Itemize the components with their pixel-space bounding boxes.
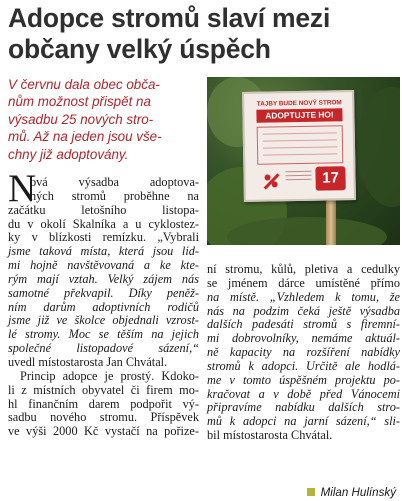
body-line: li z místních obyvatel či firem mo- <box>8 382 199 397</box>
article-headline <box>8 3 400 65</box>
lede-line: V červnu dala obec obča- <box>8 77 160 92</box>
body-column-2 <box>207 263 400 443</box>
body-line: dalších padesáti stromů s firemní- <box>207 317 400 332</box>
headline-line-1: Adopce stromů slaví mezi <box>8 3 331 33</box>
drop-cap: N <box>8 167 37 210</box>
lede-line: nům možnost přispět na <box>8 94 151 110</box>
body-line: na místě. „Vzhledem k tomu, že <box>207 289 400 304</box>
body-line: ním darům adoptivních rodičů <box>8 299 199 314</box>
body-column-1 <box>8 167 199 439</box>
body-line: Princip adopce je prostý. Kdoko- <box>20 368 199 383</box>
lede-line: mů. Až na jeden jsou vše- <box>8 129 162 145</box>
author-marker-icon <box>307 488 315 496</box>
body-line: připravíme nabídku dalších stro- <box>207 400 400 415</box>
body-line: mů k adopci na jarní sázení,“ sli- <box>207 414 400 429</box>
body-line: me v tomto úspěšném projektu po- <box>207 372 400 387</box>
lede-line: výsadbu 25 nových stro- <box>8 111 154 127</box>
sign-top-text: TAJBY BUDE NOVÝ STROM <box>256 99 342 108</box>
adoption-sign <box>242 90 356 202</box>
lede-line: chny již adoptovány. <box>8 146 129 162</box>
body-line: začátku letošního listopa- <box>8 202 199 217</box>
body-line: uvedl místostarosta Jan Chvátal. <box>8 354 168 369</box>
article-photo <box>207 77 400 245</box>
sign-text-box <box>257 125 344 164</box>
body-line: ky v blízkosti remízku. „Vybrali <box>8 230 199 245</box>
body-line: mi hojně navštěvovaná a ke kte- <box>8 258 199 273</box>
body-line: samotné překvapil. Díky peněž- <box>8 285 199 300</box>
body-line: hl finančním darem podpořit vý- <box>8 396 199 411</box>
body-line: du v okolí Skalníka a u cyklostez- <box>8 216 199 231</box>
body-line: mi dobrovolníky, nemáme aktuál- <box>207 331 400 346</box>
body-line: stromů k adopci. Určitě ale hodlá- <box>207 358 400 373</box>
body-line: rým mají vztah. Velký zájem nás <box>8 271 199 286</box>
body-line: ová výsadba adoptova- <box>30 175 199 189</box>
sign-banner: ADOPTUJTE HO! <box>256 108 342 122</box>
headline-line-2: občany velký úspěch <box>8 34 271 64</box>
wooden-post <box>326 195 336 245</box>
body-line: ní stromu, kůlů, pletiva a cedulky <box>207 262 400 276</box>
body-line: se jménem dárce umístěné přímo <box>207 275 400 290</box>
body-line: jsme již ve školce objednali vzrost- <box>8 313 199 328</box>
body-line: bil místostarosta Chvátal. <box>207 428 333 443</box>
body-line: kračovat a v době před Vánocemi <box>207 386 400 401</box>
tree-logo-icon <box>261 169 281 191</box>
author-credit <box>307 486 396 499</box>
author-name: Milan Hulínský <box>320 486 396 499</box>
body-line: ných stromů proběhne na <box>30 188 199 203</box>
body-line: ve výši 2000 Kč vystačí na pořize- <box>8 424 199 439</box>
body-line: lé stromy. Moc se těším na jejich <box>8 327 199 342</box>
sign-small-text <box>285 171 311 183</box>
body-line: společné listopadové sázení,“ <box>8 341 199 356</box>
article-lede <box>8 76 200 163</box>
sign-number: 17 <box>315 166 345 191</box>
body-line: ně kapacity na rozšíření nabídky <box>207 345 400 360</box>
body-line: nás na podzim čeká ještě výsadba <box>207 303 400 318</box>
body-line: jsme taková místa, která jsou lid- <box>8 244 199 259</box>
body-line: sadbu nového stromu. Příspěvek <box>8 410 199 425</box>
